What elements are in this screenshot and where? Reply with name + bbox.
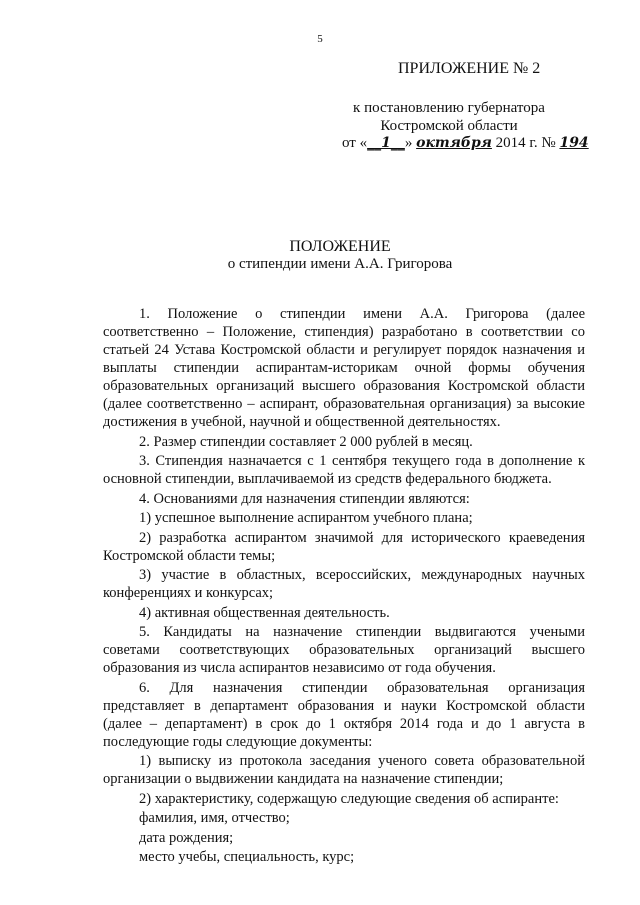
decree-number: 194 bbox=[559, 135, 589, 151]
decree-reference-line-2: Костромской области bbox=[380, 118, 518, 134]
decree-reference-line-1: к постановлению губернатора bbox=[353, 100, 545, 116]
page-number: 5 bbox=[317, 33, 323, 45]
paragraph: 6. Для назначения стипендии образовательная организация представляет в департамент образования и науки Костромской области (далее – департамент) в срок до 1 октября 2014 года и до 1 августа в последующие годы следующие документы: bbox=[103, 679, 585, 750]
paragraph: 2. Размер стипендии составляет 2 000 рублей в месяц. bbox=[139, 433, 473, 450]
date-year: 2014 г. № bbox=[491, 135, 560, 151]
document-body bbox=[103, 305, 585, 868]
paragraph: 1) успешное выполнение аспирантом учебного плана; bbox=[139, 510, 473, 526]
decree-date-line bbox=[342, 135, 589, 152]
document-title: ПОЛОЖЕНИЕ bbox=[289, 238, 391, 255]
paragraph: дата рождения; bbox=[139, 829, 234, 846]
paragraph: 3) участие в областных, всероссийских, международных научных конференциях и конкурсах; bbox=[103, 567, 585, 601]
paragraph: 2) разработка аспирантом значимой для исторического краеведения Костромской области темы; bbox=[103, 529, 585, 564]
date-day: __1__ bbox=[367, 135, 405, 151]
paragraph: 5. Кандидаты на назначение стипендии выдвигаются учеными советами соответствующих образовательных организаций высшего образования из числа аспирантов независимо от года обучения. bbox=[103, 624, 585, 676]
paragraph: фамилия, имя, отчество; bbox=[139, 810, 290, 826]
date-mid: » bbox=[404, 135, 417, 151]
paragraph: 1) выписку из протокола заседания ученого совета образовательной организации о выдвижении кандидата на назначение стипендии; bbox=[103, 753, 585, 787]
document-subtitle: о стипендии имени А.А. Григорова bbox=[227, 256, 453, 272]
date-month: октября bbox=[416, 135, 492, 151]
appendix-heading: ПРИЛОЖЕНИЕ № 2 bbox=[398, 60, 541, 77]
paragraph: 2) характеристику, содержащую следующие сведения об аспиранте: bbox=[139, 790, 559, 807]
paragraph: 4) активная общественная деятельность. bbox=[139, 604, 390, 621]
paragraph: 1. Положение о стипендии имени А.А. Григорова (далее соответственно – Положение, стипендия) разработано в соответствии со статьей 24 Устава Костромской области и регулирует порядок назначения и выплаты стипендии аспирантам-историкам очной формы обучения образовательных организаций высшего образования Костромской области (далее соответственно – аспирант, образовательная организация) за высокие достижения в учебной, научной и общественной деятельностях. bbox=[103, 306, 585, 430]
paragraph: 3. Стипендия назначается с 1 сентября текущего года в дополнение к основной стипендии, выплачиваемой из средств федерального бюджета. bbox=[103, 453, 585, 487]
date-prefix: от « bbox=[342, 135, 368, 151]
paragraph: место учебы, специальность, курс; bbox=[139, 849, 355, 865]
paragraph: 4. Основаниями для назначения стипендии являются: bbox=[139, 490, 470, 507]
